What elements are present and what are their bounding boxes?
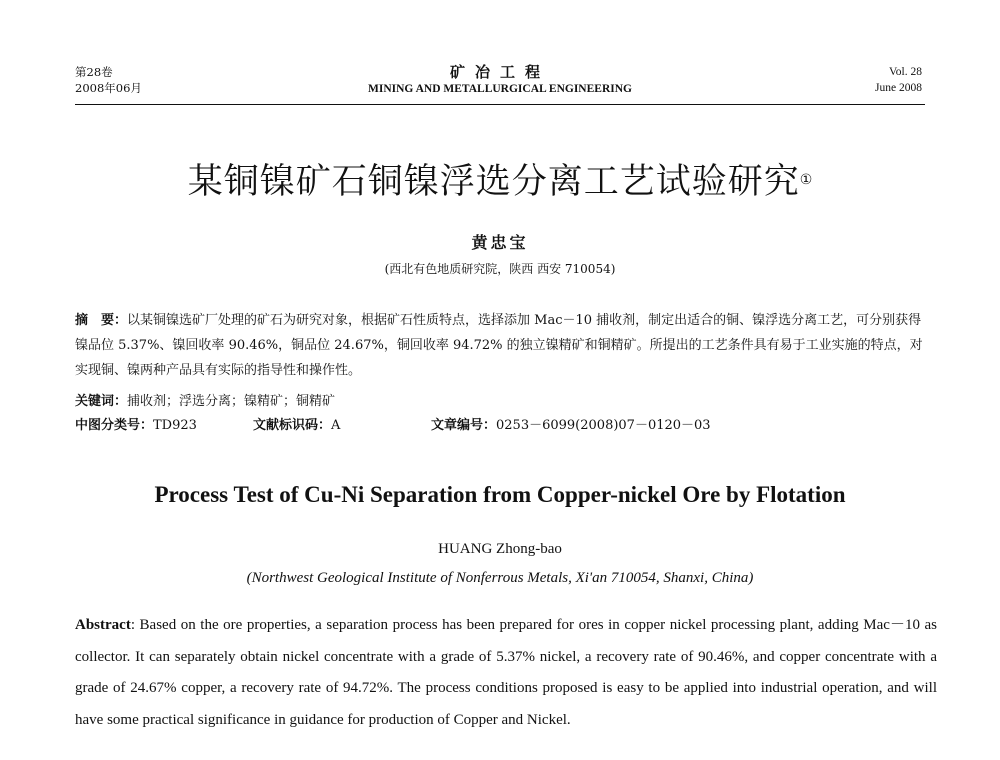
affiliation-cn: (西北有色地质研究院，陕西 西安 710054) (384, 262, 616, 276)
header-volume-date-en (875, 64, 922, 96)
article-number-value: 0253－6099(2008)07－0120－03 (496, 418, 711, 433)
volume-en: Vol. 28 (888, 66, 922, 78)
doc-code-label: 文献标识码： (253, 418, 332, 433)
article-number-label: 文章编号： (431, 418, 497, 433)
keywords-text: 捕收剂；浮选分离；镍精矿；铜精矿 (127, 394, 336, 409)
keywords-label: 关键词： (75, 394, 128, 409)
journal-name-en: MINING AND METALLURGICAL ENGINEERING (367, 83, 632, 95)
doc-code-field (253, 416, 431, 436)
abstract-en-label: Abstract (75, 617, 131, 633)
abstract-en (75, 610, 937, 736)
author-cn: 黄忠宝 (471, 233, 529, 252)
article-number-field (431, 416, 711, 436)
journal-name-cn: 矿冶工程 (449, 63, 550, 81)
title-footnote-mark: ① (799, 172, 813, 188)
affiliation-en: (Northwest Geological Institute of Nonferrous Metals, Xi'an 710054, Shanxi, China) (246, 570, 754, 586)
header-rule (75, 104, 925, 105)
abstract-cn-text: 以某铜镍选矿厂处理的矿石为研究对象，根据矿石性质特点，选择添加 Mac－10 捕收剂，制定出适合的铜、镍浮选分离工艺，可分别获得镍品位 5.37%、镍回收率 90.46%，铜品位 24.67%，铜回收率 94.72% 的独立镍精矿和铜精矿。所提出的工艺条件具有易于工业实施的特点，对实现铜、镍两种产品具有实际的指导性和操作性。 (75, 313, 923, 378)
paper-title-en: Process Test of Cu-Ni Separation from Copper-nickel Ore by Flotation (154, 482, 846, 507)
keywords-cn (75, 392, 925, 412)
clc-field (75, 416, 253, 436)
classification-row (75, 416, 925, 436)
header-journal (0, 64, 1000, 98)
title-cn-text: 某铜镍矿石铜镍浮选分离工艺试验研究 (187, 162, 800, 202)
abstract-en-text: : Based on the ore properties, a separation process has been prepared for ores in copper nickel processing plant, adding Mac－10 as collector. It can separately obtain nickel concentrate with a grade of 5.37% nickel, a recovery rate of 90.46%, and copper concentrate with a grade of 24.67% copper, a recovery rate of 94.72%. The process conditions proposed is easy to be applied into industrial operation, and will have some practical significance in guidance for production of Copper and Nickel. (75, 617, 937, 728)
author-en: HUANG Zhong-bao (438, 541, 562, 557)
abstract-cn (75, 308, 925, 383)
clc-value: TD923 (153, 418, 197, 433)
clc-label: 中图分类号： (75, 418, 154, 433)
paper-title-cn (0, 160, 1000, 204)
date-cn: 2008年06月 (75, 81, 142, 95)
abstract-cn-label: 摘 要： (75, 313, 128, 328)
doc-code-value: A (331, 418, 341, 433)
volume-cn: 第28卷 (75, 65, 113, 79)
date-en: June 2008 (875, 82, 922, 94)
